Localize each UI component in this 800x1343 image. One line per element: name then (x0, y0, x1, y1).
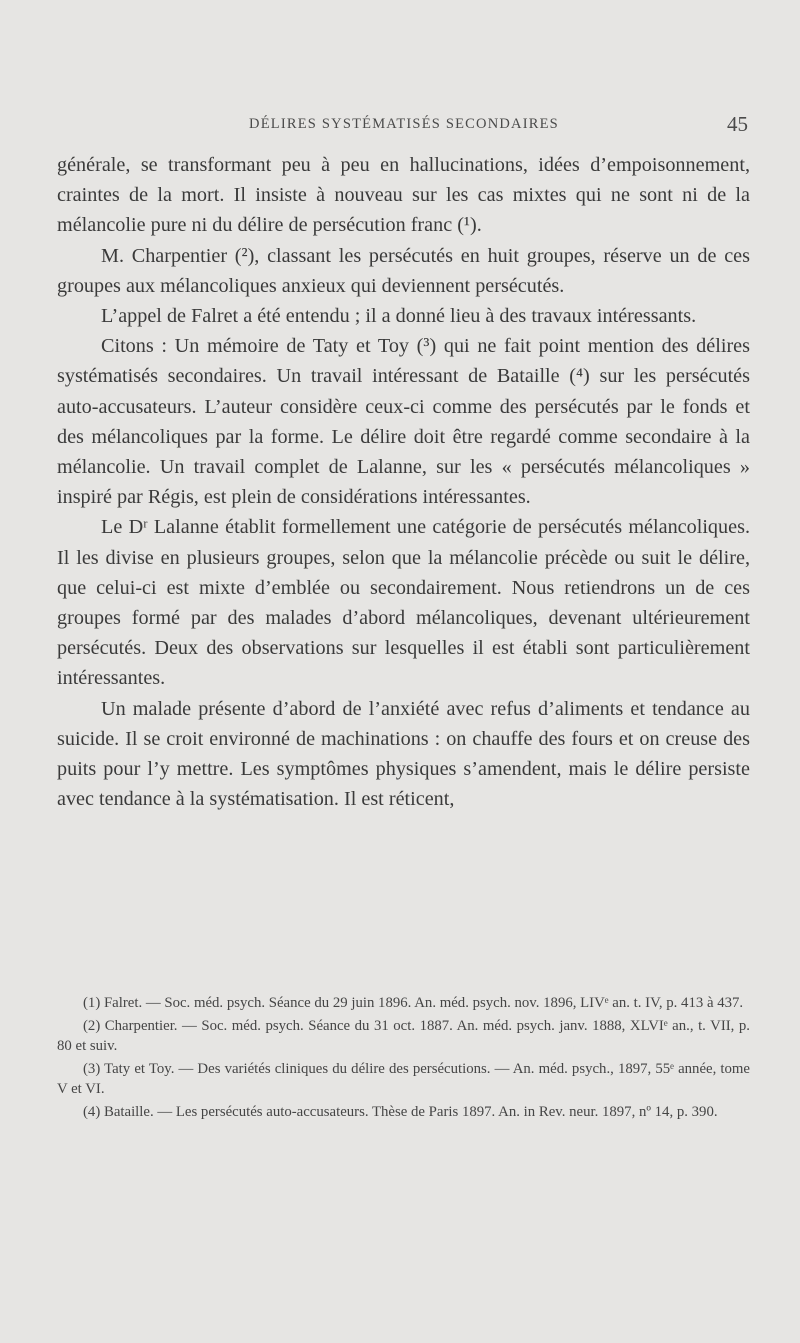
footnote: (2) Charpentier. — Soc. méd. psych. Séance du 31 oct. 1887. An. méd. psych. janv. 1888, XLVIᵉ an., t. VII, p. 80 et suiv. (57, 1017, 750, 1054)
page-number: 45 (727, 112, 748, 136)
paragraph: Un malade présente d’abord de l’anxiété avec refus d’aliments et tendance au suicide. Il se croit environné de machinations : on chauffe des fours et on creuse des puits pour l’y mettre. Les symptômes physiques s’amendent, mais le délire persiste avec tendance à la systématisation. Il est réticent, (57, 697, 750, 811)
running-head (60, 112, 748, 142)
footnote: (3) Taty et Toy. — Des variétés cliniques du délire des persécutions. — An. méd. psych., 1897, 55ᵉ année, tome V et VI. (57, 1060, 750, 1097)
paragraph: L’appel de Falret a été entendu ; il a donné lieu à des travaux intéressants. (101, 305, 697, 328)
footnote: (1) Falret. — Soc. méd. psych. Séance du 29 juin 1896. An. méd. psych. nov. 1896, LIVᵉ an. t. IV, p. 413 à 437. (83, 995, 744, 1011)
paragraph: Le Dʳ Lalanne établit formellement une catégorie de persécutés mélancoliques. Il les divise en plusieurs groupes, selon que la mélancolie précède ou suit le délire, que celui-ci est mixte d’emblée ou secondairement. Nous retiendrons un de ces groupes formé par des malades d’abord mélancoliques, devenant ultérieurement persécutés. Deux des observations sur lesquelles il est établi sont particulièrement intéressantes. (57, 516, 750, 690)
paragraph: Citons : Un mémoire de Taty et Toy (³) qui ne fait point mention des délires systématisés secondaires. Un travail intéressant de Bataille (⁴) sur les persécutés auto-accusateurs. L’auteur considère ceux-ci comme des persécutés par le fonds et des mélancoliques par la forme. Le délire doit être regardé comme secondaire à la mélancolie. Un travail complet de Lalanne, sur les « persécutés mélancoliques » inspiré par Régis, est plein de considérations intéressantes. (57, 335, 750, 509)
footnotes (57, 993, 750, 1124)
paragraph: générale, se transformant peu à peu en hallucinations, idées d’empoisonnement, craintes de la mort. Il insiste à nouveau sur les cas mixtes qui ne sont ni de la mélancolie pure ni du délire de persécution franc (¹). (57, 154, 750, 237)
paragraph: M. Charpentier (²), classant les persécutés en huit groupes, réserve un de ces groupes aux mélancoliques anxieux qui deviennent persécutés. (57, 244, 750, 297)
running-title: DÉLIRES SYSTÉMATISÉS SECONDAIRES (249, 116, 559, 132)
footnote: (4) Bataille. — Les persécutés auto-accusateurs. Thèse de Paris 1897. An. in Rev. neur. 1897, nº 14, p. 390. (83, 1103, 718, 1120)
body-text (57, 150, 750, 814)
